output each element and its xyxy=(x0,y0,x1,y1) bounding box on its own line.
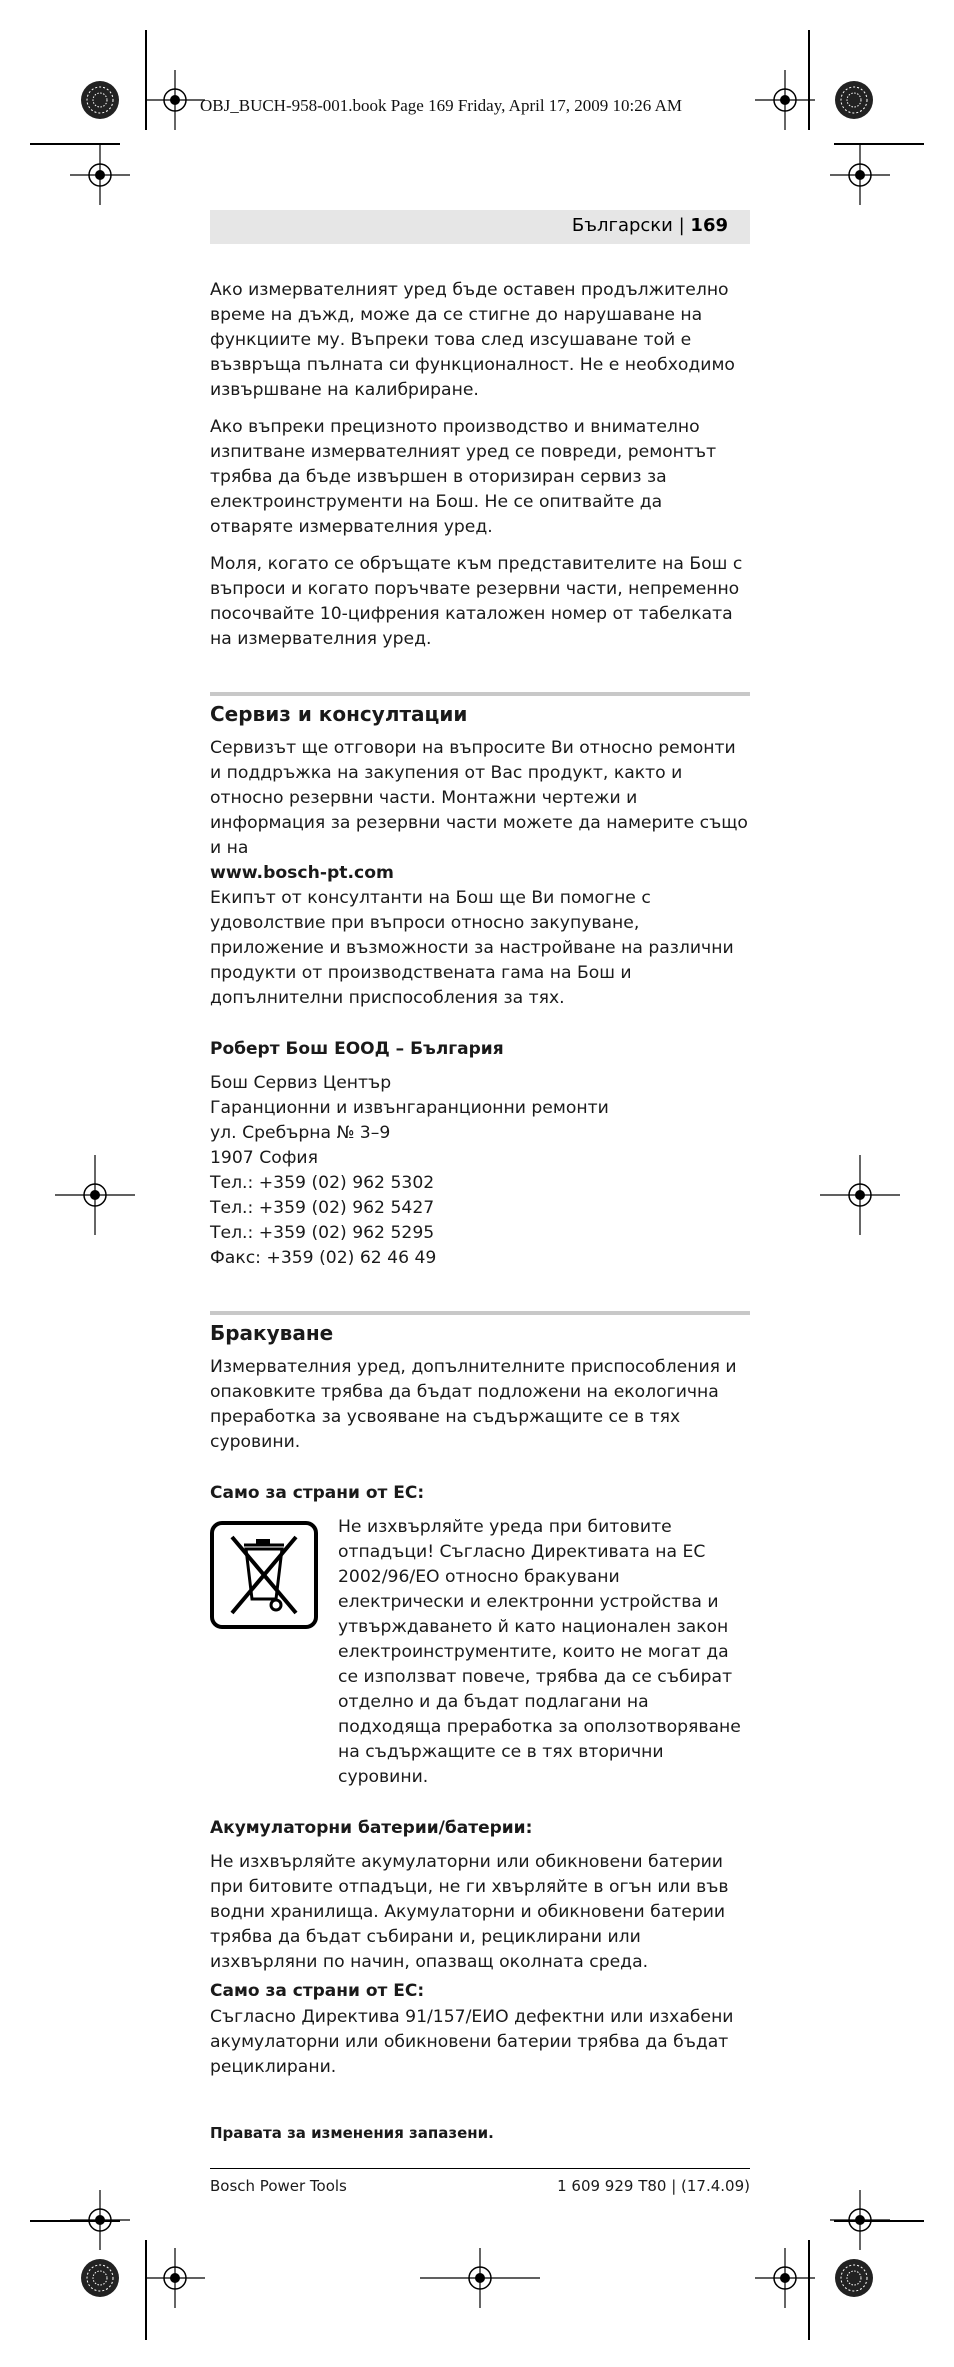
rights-reserved: Правата за изменения запазени. xyxy=(210,2124,494,2142)
address-line: Бош Сервиз Център xyxy=(210,1073,392,1093)
phone-line: Тел.: +359 (02) 962 5427 xyxy=(210,1198,435,1218)
intro-paragraph: Ако въпреки прецизното производство и внимателно изпитване измервателният уред се повреди, ремонтът трябва да бъде извършен в оторизиран сервиз за електроинструменти на Бош. Не се опитвайте да отваряте измервателния уред. xyxy=(210,417,717,537)
print-header: OBJ_BUCH-958-001.book Page 169 Friday, April 17, 2009 10:26 AM xyxy=(200,96,682,115)
starburst-target-icon xyxy=(834,80,874,120)
directive-paragraph: Съгласно Директива 91/157/ЕИО дефектни или изхабени акумулаторни или обикновени батерии трябва да бъдат рециклирани. xyxy=(210,2007,734,2077)
phone-line: Тел.: +359 (02) 962 5302 xyxy=(210,1173,435,1193)
service-paragraph xyxy=(210,736,750,886)
header-language: Български xyxy=(571,215,673,236)
section-divider xyxy=(210,1311,750,1315)
service-address xyxy=(210,1071,750,1271)
intro-paragraph: Ако измервателният уред бъде оставен продължително време на дъжд, може да се стигне до нарушаване на функциите му. Въпреки това след изсушаване той е възвръща пълната си функционалност. Не е необходимо извършване на калибриране. xyxy=(210,280,735,400)
weee-text: Не изхвърляйте уреда при битовите отпадъци! Съгласно Директивата на ЕС 2002/96/ЕО относно бракувани електрически и електронни устройства и утвърждаването й като национален закон електроинструментите, които не могат да се използват повече, трябва да се събират отделно и да бъдат подлагани на подходяща преработка за оползотворяване на съдържащите се в тях вторични суровини. xyxy=(338,1517,741,1787)
crosshair-registration-mark-icon xyxy=(70,2190,130,2250)
weee-notice xyxy=(210,1515,750,1790)
consultants-paragraph: Екипът от консултанти на Бош ще Ви помогне с удоволствие при въпроси относно закупуване, приложение и възможности за настройване на различни продукти от производствената гама на Бош и допълнителни приспособления за тях. xyxy=(210,888,734,1008)
eu-only-label: Само за страни от ЕС: xyxy=(210,1981,425,2001)
intro-paragraph: Моля, когато се обръщате към представителите на Бош с въпроси и когато поръчвате резервни части, непременно посочвайте 10-цифрения каталожен номер от табелката на измервателния уред. xyxy=(210,554,743,649)
crosshair-registration-mark-icon xyxy=(55,1155,135,1235)
disposal-heading: Бракуване xyxy=(210,1321,334,1345)
batteries-paragraph: Не изхвърляйте акумулаторни или обикновени батерии при битовите отпадъци, не ги хвърляйте в огън или във водни хранилища. Акумулаторни и обикновени батерии трябва да бъдат събирани и, рециклирани или изхвърляни по начин, опазващ околната среда. xyxy=(210,1852,729,1972)
footer-brand: Bosch Power Tools xyxy=(210,2177,347,2195)
section-divider xyxy=(210,692,750,696)
service-text: Сервизът ще отговори на въпросите Ви относно ремонти и поддръжка на закупения от Вас продукт, както и относно резервни части. Монтажни чертежи и информация за резервни части можете да намерите също и на xyxy=(210,738,748,858)
crossed-out-wheelie-bin-icon xyxy=(210,1521,318,1629)
crosshair-registration-mark-icon xyxy=(70,145,130,205)
page-content xyxy=(210,278,750,2154)
page-footer xyxy=(210,2168,750,2195)
starburst-target-icon xyxy=(834,2258,874,2298)
page-number: 169 xyxy=(690,215,728,236)
starburst-target-icon xyxy=(80,2258,120,2298)
crosshair-registration-mark-icon xyxy=(830,2190,890,2250)
address-line: 1907 София xyxy=(210,1148,318,1168)
crosshair-registration-mark-icon xyxy=(830,145,890,205)
crosshair-registration-mark-icon xyxy=(145,70,205,130)
starburst-target-icon xyxy=(80,80,120,120)
header-separator: | xyxy=(678,215,685,236)
crosshair-registration-mark-icon xyxy=(755,2248,815,2308)
phone-line: Тел.: +359 (02) 962 5295 xyxy=(210,1223,435,1243)
crosshair-registration-mark-icon xyxy=(145,2248,205,2308)
batteries-heading: Акумулаторни батерии/батерии: xyxy=(210,1818,533,1838)
company-name: Роберт Бош ЕООД – България xyxy=(210,1039,504,1059)
address-line: ул. Сребърна № 3–9 xyxy=(210,1123,391,1143)
disposal-paragraph: Измервателния уред, допълнителните приспособления и опаковките трябва да бъдат подложени на екологична преработка за усвояване на съдържащите се в тях суровини. xyxy=(210,1357,737,1452)
page-header xyxy=(572,215,728,236)
page-header-band xyxy=(210,210,750,244)
footer-doc-number: 1 609 929 T80 | (17.4.09) xyxy=(557,2177,750,2195)
crosshair-registration-mark-icon xyxy=(820,1155,900,1235)
fax-line: Факс: +359 (02) 62 46 49 xyxy=(210,1248,437,1268)
bosch-website-link[interactable]: www.bosch-pt.com xyxy=(210,863,394,883)
address-line: Гаранционни и извънгаранционни ремонти xyxy=(210,1098,609,1118)
service-heading: Сервиз и консултации xyxy=(210,702,468,726)
eu-only-label: Само за страни от ЕС: xyxy=(210,1483,425,1503)
crosshair-registration-mark-icon xyxy=(420,2238,540,2318)
crosshair-registration-mark-icon xyxy=(755,70,815,130)
